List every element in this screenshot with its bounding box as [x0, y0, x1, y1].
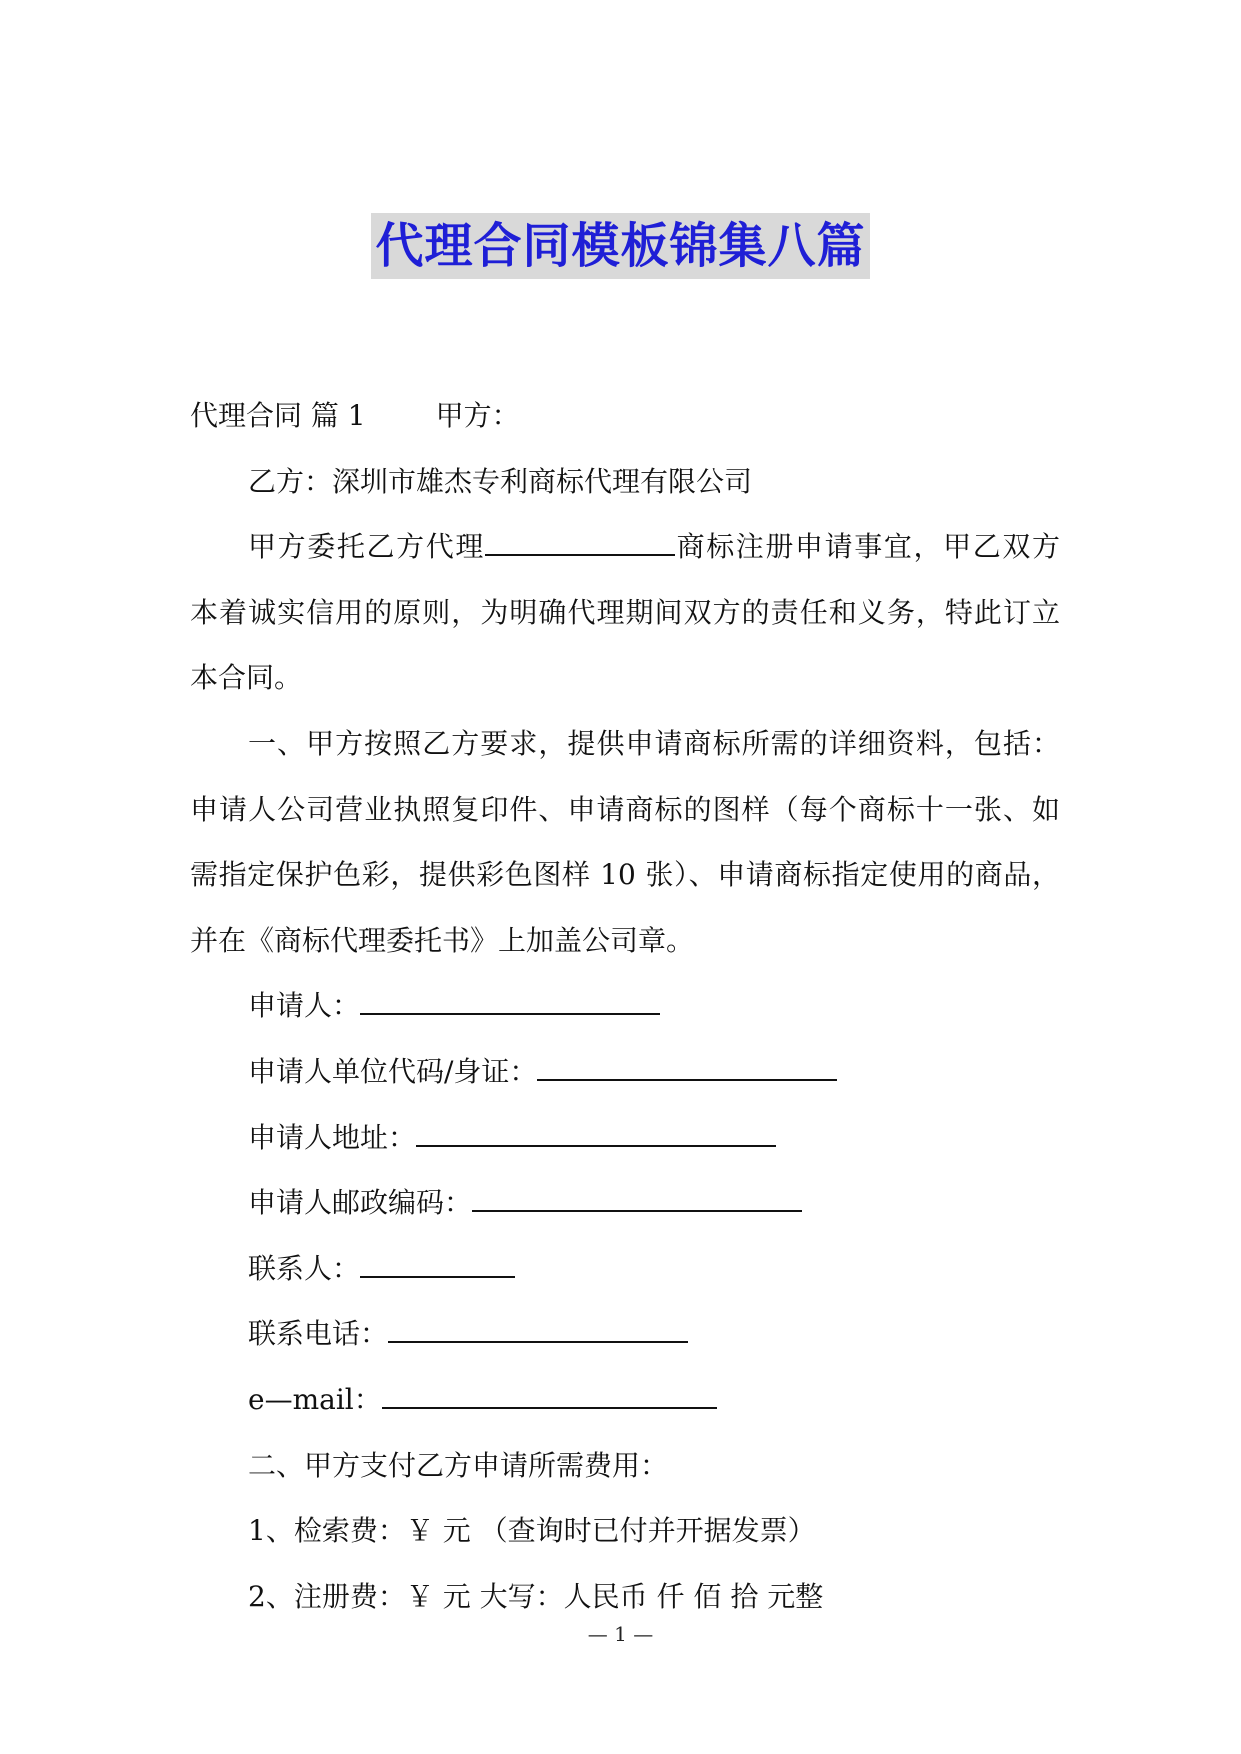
field-label: 联系电话：: [248, 1317, 389, 1351]
paragraph-line: [190, 711, 1060, 777]
field-postal-code: [190, 1170, 1060, 1236]
paragraph-line: [190, 645, 1060, 711]
section-2-heading: [190, 1433, 1060, 1499]
contract-heading: [190, 383, 1060, 449]
paragraph-text: 需指定保护色彩，提供彩色图样 10 张）、申请商标指定使用的商品，: [190, 858, 1060, 892]
field-applicant-code: [190, 1039, 1060, 1105]
field-label: 申请人单位代码/身证：: [248, 1054, 538, 1088]
page-number: — 1 —: [587, 1622, 654, 1646]
agency-blank: [485, 528, 675, 556]
field-label: e—mail：: [248, 1382, 382, 1416]
paragraph-line: [190, 908, 1060, 974]
field-phone: [190, 1301, 1060, 1367]
document-body: [190, 383, 1060, 1629]
paragraph-text: 并在《商标代理委托书》上加盖公司章。: [190, 923, 695, 957]
paragraph-line: [190, 777, 1060, 843]
fee-item-text: 1、检索费：￥ 元 （查询时已付并开据发票）: [248, 1514, 816, 1548]
field-label: 申请人邮政编码：: [248, 1186, 473, 1220]
field-blank: [472, 1184, 802, 1212]
paragraph-text: 商标注册申请事宜，甲乙双方: [674, 530, 1060, 564]
field-applicant: [190, 973, 1060, 1039]
field-blank: [360, 987, 660, 1015]
paragraph-line: [190, 514, 1060, 580]
field-blank: [382, 1381, 717, 1409]
field-blank: [360, 1250, 515, 1278]
party-b-line: [190, 449, 1060, 515]
field-label: 申请人地址：: [248, 1120, 417, 1154]
paragraph-text: 本着诚实信用的原则，为明确代理期间双方的责任和义务，特此订立: [190, 595, 1060, 629]
paragraph-text: 一、甲方按照乙方要求，提供申请商标所需的详细资料，包括：: [248, 726, 1060, 760]
paragraph-text: 甲方委托乙方代理: [248, 530, 485, 564]
paragraph-text: 申请人公司营业执照复印件、申请商标的图样（每个商标十一张、如: [190, 792, 1060, 826]
party-a-label: 甲方：: [435, 399, 520, 432]
paragraph-text: 本合同。: [190, 661, 303, 695]
field-applicant-address: [190, 1105, 1060, 1171]
paragraph-line: [190, 580, 1060, 646]
fee-item-2: [190, 1564, 1060, 1630]
field-contact: [190, 1236, 1060, 1302]
fee-item-text: 2、注册费：￥ 元 大写：人民币 仟 佰 拾 元整: [248, 1579, 824, 1613]
paragraph-line: [190, 842, 1060, 908]
title-area: [0, 213, 1241, 279]
field-label: 联系人：: [248, 1251, 361, 1285]
field-email: [190, 1367, 1060, 1433]
contract-heading-title: 代理合同 篇 1: [190, 399, 366, 432]
field-blank: [416, 1119, 776, 1147]
field-blank: [388, 1315, 688, 1343]
section-2-heading-text: 二、甲方支付乙方申请所需费用：: [248, 1448, 669, 1482]
field-label: 申请人：: [248, 989, 361, 1023]
party-b-text: 乙方：深圳市雄杰专利商标代理有限公司: [248, 464, 753, 498]
document-title: 代理合同模板锦集八篇: [371, 213, 869, 279]
fee-item-1: [190, 1498, 1060, 1564]
field-blank: [537, 1053, 837, 1081]
